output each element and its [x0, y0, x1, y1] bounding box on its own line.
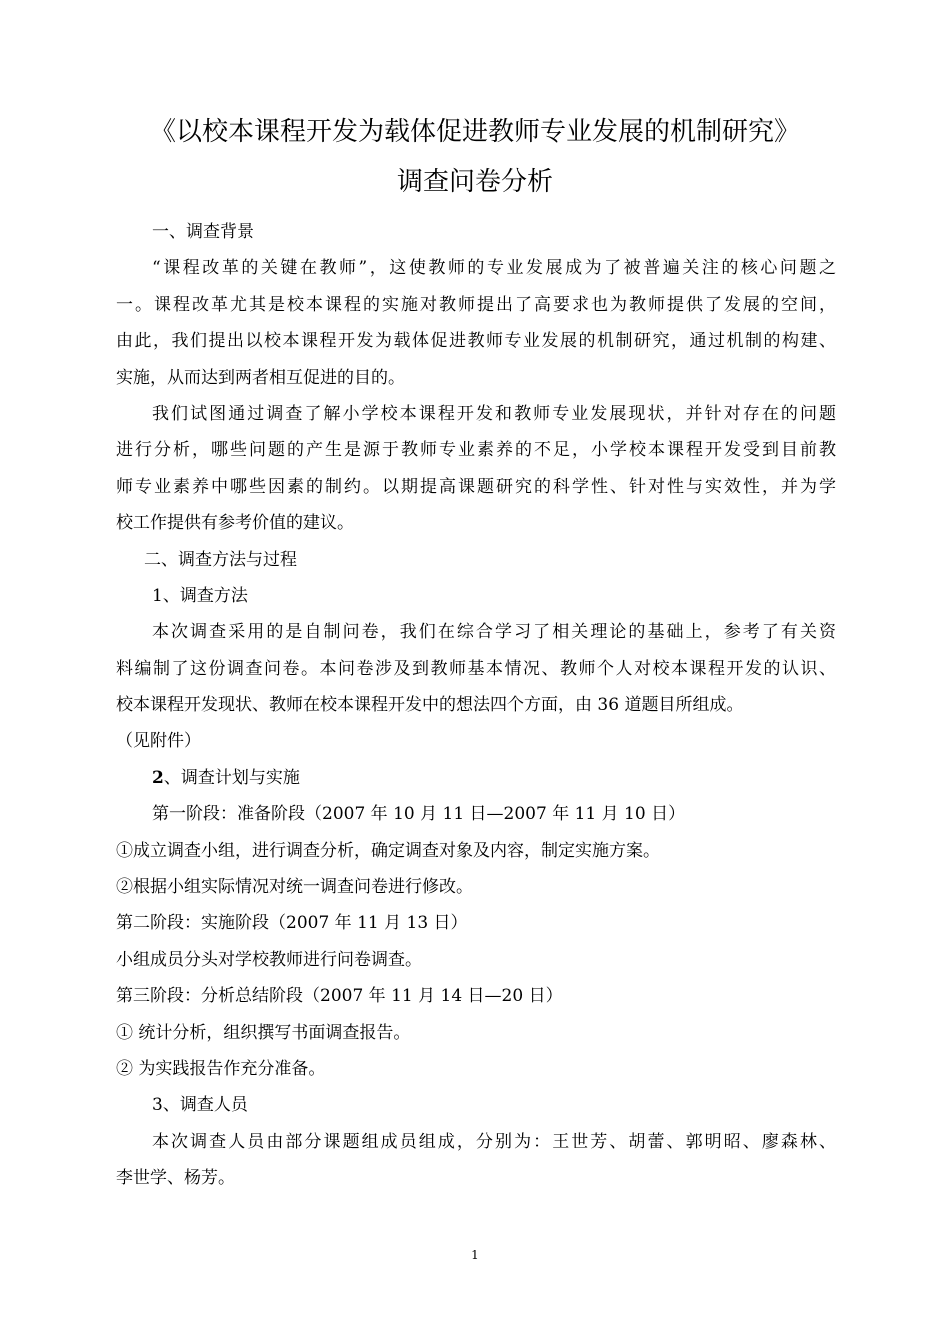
subsection-number: 2	[152, 767, 164, 788]
paragraph-line: 实施，从而达到两者相互促进的目的。	[116, 367, 405, 388]
list-item: ②根据小组实际情况对统一调查问卷进行修改。	[116, 877, 473, 898]
paragraph-line: 本次调查人员由部分课题组成员组成，分别为：王世芳、胡蕾、郭明昭、廖森林、	[152, 1131, 836, 1152]
list-item: ① 统计分析，组织撰写书面调查报告。	[116, 1022, 411, 1043]
subsection-heading: 1、调查方法	[152, 585, 248, 606]
subsection-heading: 3、调查人员	[152, 1095, 248, 1116]
paragraph-line: 进行分析，哪些问题的产生是源于教师专业素养的不足，小学校本课程开发受到目前教	[116, 440, 836, 461]
paragraph-line: 由此，我们提出以校本课程开发为载体促进教师专业发展的机制研究，通过机制的构建、	[116, 331, 836, 352]
paragraph-line: 一。课程改革尤其是校本课程的实施对教师提出了高要求也为教师提供了发展的空间，	[116, 294, 836, 315]
section-heading-background: 一、调查背景	[152, 222, 254, 242]
paragraph-line: 校工作提供有参考价值的建议。	[116, 513, 354, 534]
subsection-title: 、调查计划与实施	[163, 767, 300, 788]
paragraph-line: 本次调查采用的是自制问卷，我们在综合学习了相关理论的基础上，参考了有关资	[152, 622, 836, 643]
paragraph-line: （见附件）	[116, 731, 201, 752]
document-subtitle: 调查问卷分析	[396, 167, 553, 197]
paragraph-line: 师专业素养中哪些因素的制约。以期提高课题研究的科学性、针对性与实效性，并为学	[116, 476, 836, 497]
document-title: 《以校本课程开发为载体促进教师专业发展的机制研究》	[149, 117, 800, 147]
paragraph-line: “课程改革的关键在教师”，这使教师的专业发展成为了被普遍关注的核心问题之	[152, 258, 836, 279]
list-item: ② 为实践报告作充分准备。	[116, 1058, 326, 1079]
stage-line: 第三阶段：分析总结阶段（2007 年 11 月 14 日—20 日）	[116, 986, 563, 1007]
paragraph-line: 料编制了这份调查问卷。本问卷涉及到教师基本情况、教师个人对校本课程开发的认识、	[116, 658, 836, 679]
section-heading-method: 二、调查方法与过程	[144, 549, 297, 570]
stage-line: 第一阶段：准备阶段（2007 年 10 月 11 日—2007 年 11 月 10 日）	[152, 804, 686, 825]
paragraph-line: 我们试图通过调查了解小学校本课程开发和教师专业发展现状，并针对存在的问题	[152, 403, 836, 424]
stage-line: 第二阶段：实施阶段（2007 年 11 月 13 日）	[116, 913, 468, 934]
list-item: ①成立调查小组，进行调查分析，确定调查对象及内容，制定实施方案。	[116, 840, 660, 861]
page-number: 1	[471, 1248, 479, 1262]
paragraph-line: 校本课程开发现状、教师在校本课程开发中的想法四个方面，由 36 道题目所组成。	[116, 695, 744, 716]
document-body	[116, 214, 836, 1197]
subsection-heading	[116, 760, 836, 796]
paragraph-line: 李世学、杨芳。	[116, 1168, 235, 1189]
paragraph-line: 小组成员分头对学校教师进行问卷调查。	[116, 949, 422, 970]
